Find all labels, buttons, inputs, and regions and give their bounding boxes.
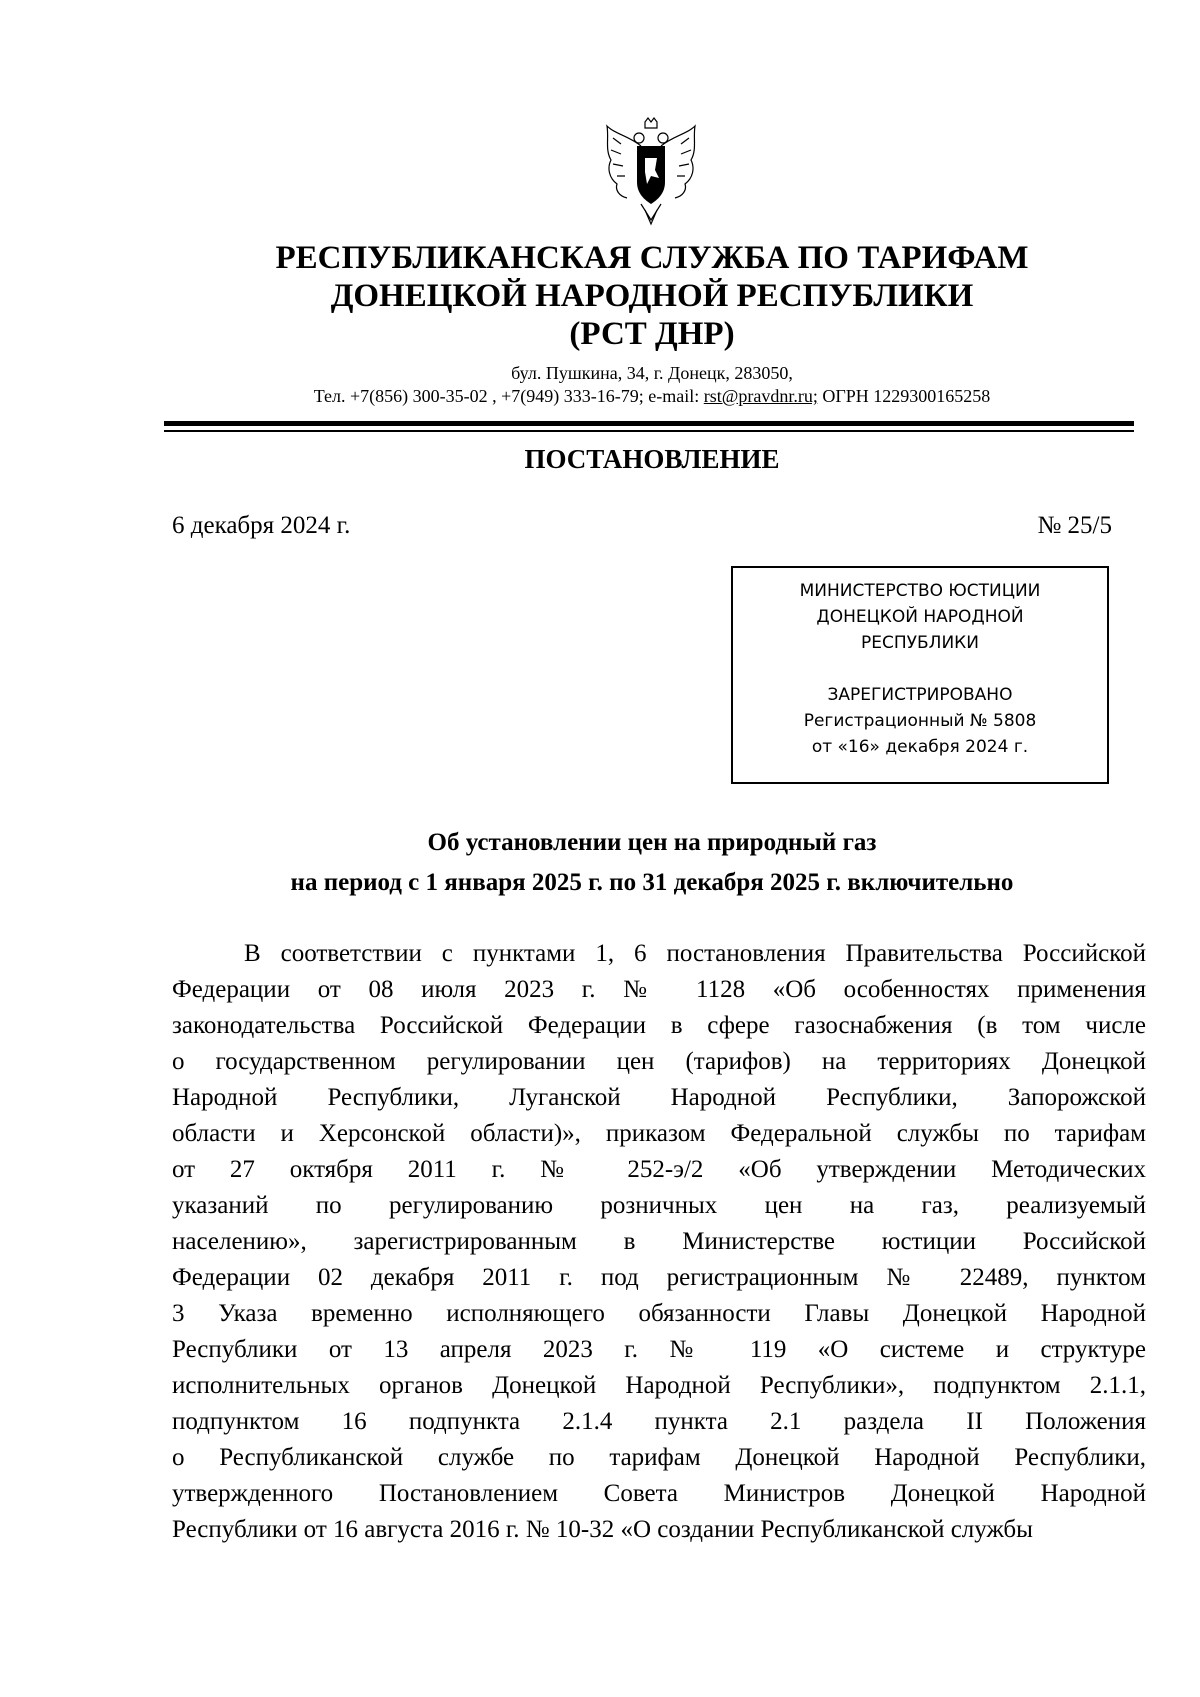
body-line: о государственном регулировании цен (тарифов) на территориях Донецкой xyxy=(172,1048,1146,1075)
body-line: о Республиканской службе по тарифам Донецкой Народной Республики, xyxy=(172,1444,1146,1471)
body-line: области и Херсонской области)», приказом Федеральной службы по тарифам xyxy=(172,1120,1146,1147)
body-line: подпунктом 16 подпункта 2.1.4 пункта 2.1 раздела II Положения xyxy=(172,1408,1146,1435)
body-line: указаний по регулированию розничных цен на газ, реализуемый xyxy=(172,1192,1146,1219)
document-type: ПОСТАНОВЛЕНИЕ xyxy=(524,444,780,474)
header-divider-thick xyxy=(164,421,1134,426)
org-contacts xyxy=(170,385,1134,407)
org-address: бул. Пушкина, 34, г. Донецк, 283050, xyxy=(511,363,793,383)
stamp-ministry-line-1: МИНИСТЕРСТВО ЮСТИЦИИ xyxy=(799,581,1041,601)
stamp-status: ЗАРЕГИСТРИРОВАНО xyxy=(827,685,1013,705)
contacts-ogrn: ОГРН 1229300165258 xyxy=(817,386,991,406)
body-line: Народной Республики, Луганской Народной Республики, Запорожской xyxy=(172,1084,1146,1111)
body-line: Республики от 13 апреля 2023 г. № 119 «О системе и структуре xyxy=(172,1336,1146,1363)
body-line: населению», зарегистрированным в Министерстве юстиции Российской xyxy=(172,1228,1146,1255)
stamp-ministry-line-2: ДОНЕЦКОЙ НАРОДНОЙ xyxy=(816,607,1024,627)
registration-stamp xyxy=(731,566,1109,784)
org-abbreviation: (РСТ ДНР) xyxy=(569,316,735,352)
contacts-phones: Тел. +7(856) 300-35-02 , +7(949) 333-16-79; e-mail: xyxy=(313,386,704,406)
body-line: Федерации 02 декабря 2011 г. под регистрационным № 22489, пунктом xyxy=(172,1264,1146,1291)
document-title-line-1: Об установлении цен на природный газ xyxy=(427,829,877,856)
body-line: от 27 октября 2011 г. № 252-э/2 «Об утверждении Методических xyxy=(172,1156,1146,1183)
document-date: 6 декабря 2024 г. xyxy=(172,512,351,539)
org-name-line-1: РЕСПУБЛИКАНСКАЯ СЛУЖБА ПО ТАРИФАМ xyxy=(275,240,1029,276)
stamp-ministry-line-3: РЕСПУБЛИКИ xyxy=(861,633,979,653)
document-title-line-2: на период с 1 января 2025 г. по 31 декабря 2025 г. включительно xyxy=(290,869,1014,896)
body-line: В соответствии с пунктами 1, 6 постановления Правительства Российской xyxy=(244,940,1146,967)
stamp-reg-date: от «16» декабря 2024 г. xyxy=(811,737,1029,757)
email-link[interactable]: rst@pravdnr.ru; xyxy=(703,386,818,406)
header-divider-thin xyxy=(164,430,1134,432)
stamp-reg-number: Регистрационный № 5808 xyxy=(803,711,1037,731)
body-line: Федерации от 08 июля 2023 г. № 1128 «Об особенностях применения xyxy=(172,976,1146,1003)
org-name-line-2: ДОНЕЦКОЙ НАРОДНОЙ РЕСПУБЛИКИ xyxy=(330,278,974,314)
document-body xyxy=(172,936,1146,1548)
coat-of-arms-emblem xyxy=(601,116,701,228)
document-number: № 25/5 xyxy=(1037,512,1112,539)
body-line: 3 Указа временно исполняющего обязанности Главы Донецкой Народной xyxy=(172,1300,1146,1327)
body-line: законодательства Российской Федерации в сфере газоснабжения (в том числе xyxy=(172,1012,1146,1039)
body-line: утвержденного Постановлением Совета Министров Донецкой Народной xyxy=(172,1480,1146,1507)
body-line: исполнительных органов Донецкой Народной Республики», подпунктом 2.1.1, xyxy=(172,1372,1146,1399)
body-line: Республики от 16 августа 2016 г. № 10-32 «О создании Республиканской службы xyxy=(172,1516,1033,1543)
